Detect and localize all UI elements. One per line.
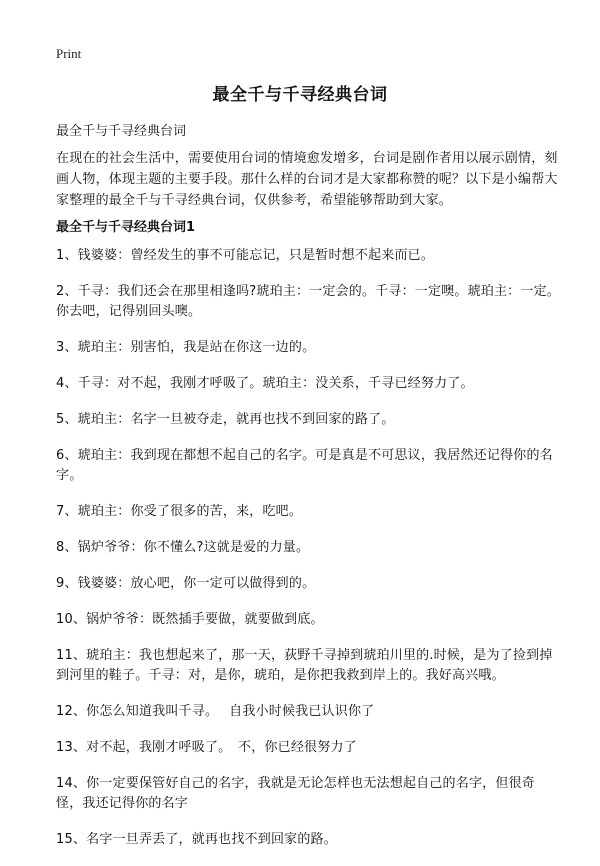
quote-item: 13、对不起，我刚才呼吸了。 不，你已经很努力了 [56,740,357,755]
quote-item: 15、名字一旦弄丢了，就再也找不到回家的路。 [56,832,337,847]
print-link[interactable]: Print [56,46,82,61]
quote-item: 7、琥珀主：你受了很多的苦，来，吃吧。 [56,504,303,519]
quote-item: 2、千寻：我们还会在那里相逢吗?琥珀主：一定会的。千寻：一定噢。琥珀主：一定。你去吧，记得别回头噢。 [56,284,560,319]
quote-item: 12、你怎么知道我叫千寻。 自我小时候我已认识你了 [56,704,375,719]
quote-item: 9、钱婆婆：放心吧，你一定可以做得到的。 [56,576,316,591]
quote-item: 14、你一定要保管好自己的名字，我就是无论怎样也无法想起自己的名字，但很奇怪，我还记得你的名字 [56,776,535,811]
intro-paragraph: 在现在的社会生活中，需要使用台词的情境愈发增多，台词是剧作者用以展示剧情，刻画人物，体现主题的主要手段。那什么样的台词才是大家都称赞的呢？以下是小编帮大家整理的最全千与千寻经典台词，仅供参考，希望能够帮助到大家。 [56,151,558,208]
quote-list [56,246,560,866]
quote-item: 11、琥珀主：我也想起来了，那一天，荻野千寻掉到琥珀川里的.时候，是为了捡到掉到河里的鞋子。千寻：对，是你，琥珀，是你把我救到岸上的。我好高兴哦。 [56,648,553,683]
quote-item: 10、锅炉爷爷：既然插手要做，就要做到底。 [56,612,324,627]
quote-item: 3、琥珀主：别害怕，我是站在你这一边的。 [56,340,316,355]
quote-item: 4、千寻：对不起，我刚才呼吸了。琥珀主：没关系，千寻已经努力了。 [56,376,474,391]
quote-item: 1、钱婆婆：曾经发生的事不可能忘记，只是暂时想不起来而已。 [56,248,435,263]
quote-item: 5、琥珀主：名字一旦被夺走，就再也找不到回家的路了。 [56,412,395,427]
page-title: 最全千与千寻经典台词 [212,85,388,105]
quote-item: 8、锅炉爷爷：你不懂么?这就是爱的力量。 [56,540,310,555]
section-heading: 最全千与千寻经典台词1 [56,220,196,235]
article-subtitle: 最全千与千寻经典台词 [56,124,187,139]
quote-item: 6、琥珀主：我到现在都想不起自己的名字。可是真是不可思议，我居然还记得你的名字。 [56,448,553,483]
